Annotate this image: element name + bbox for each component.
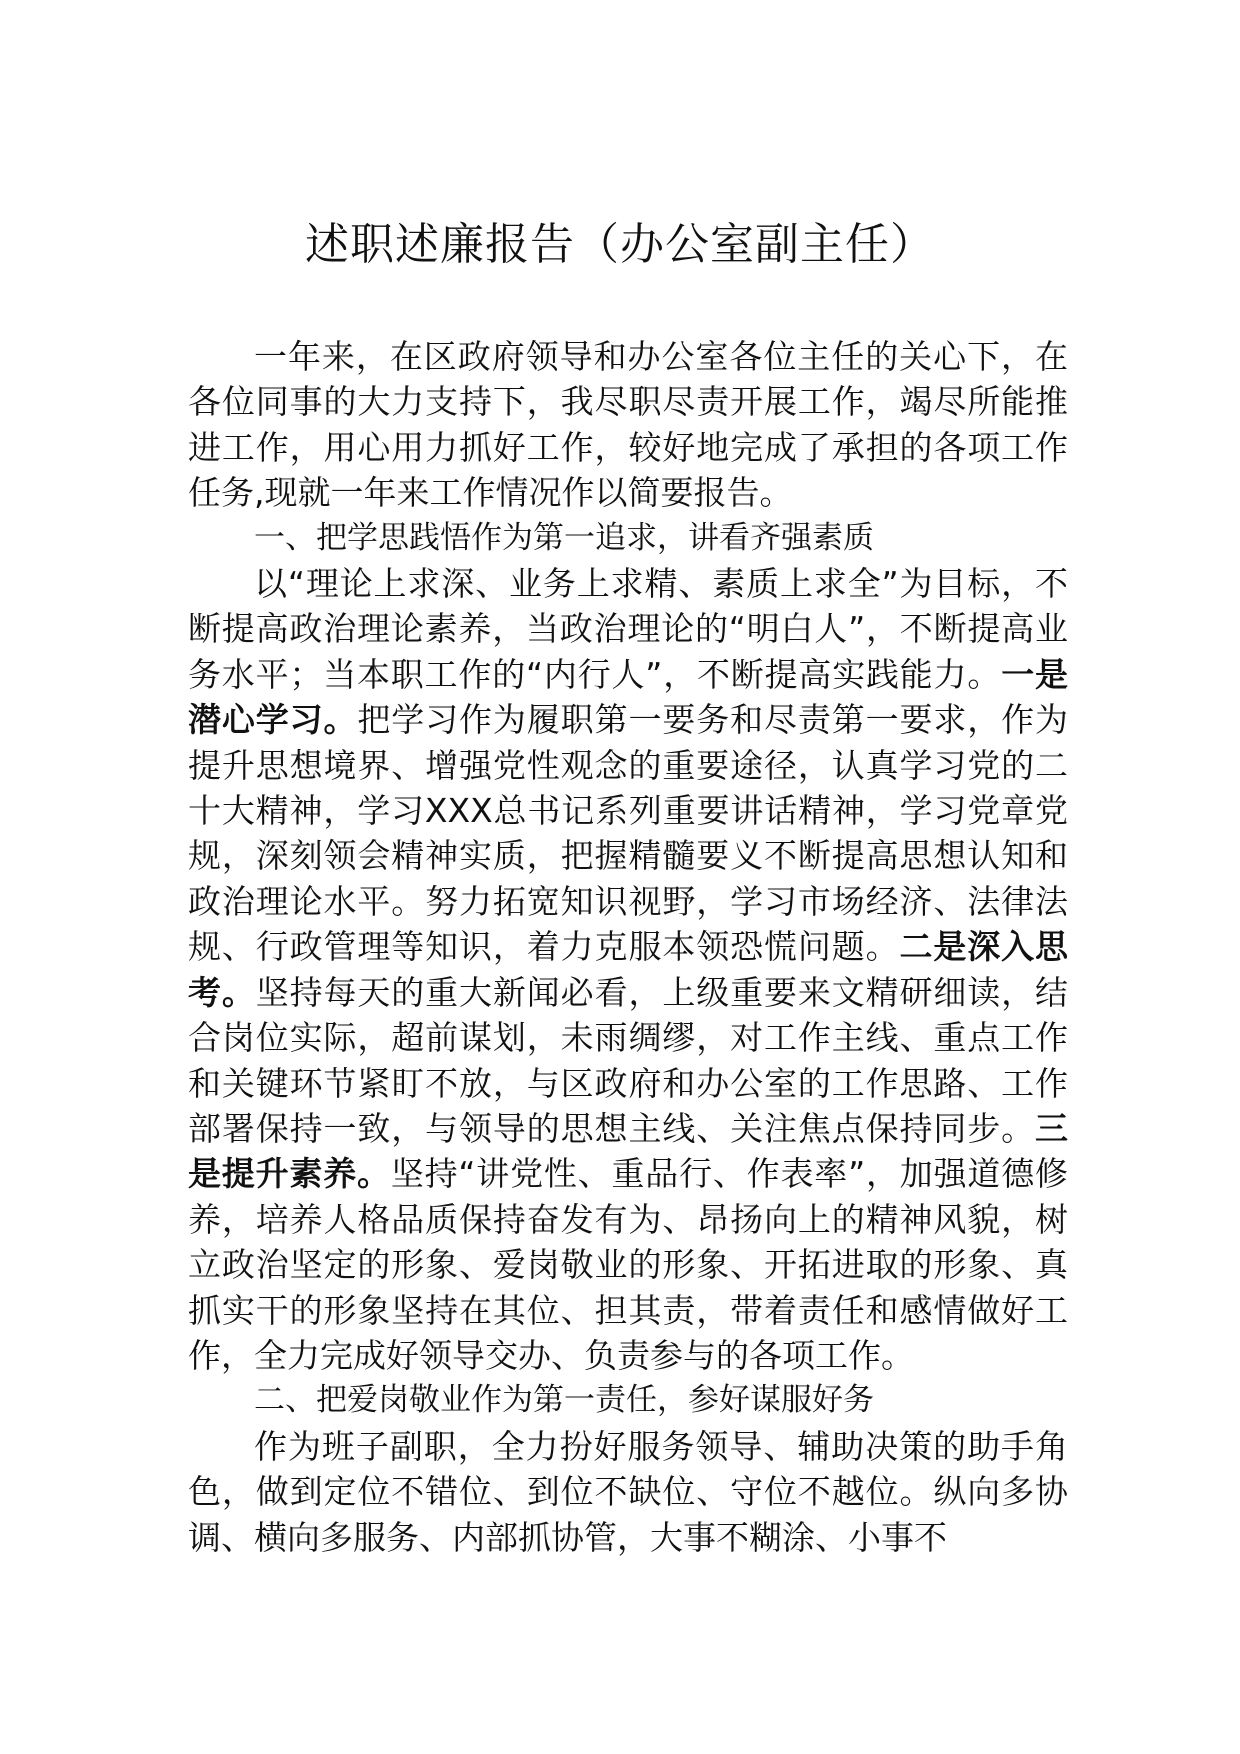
point-1-text: 把学习作为履职第一要务和尽责第一要求，作为提升思想境界、增强党性观念的重要途径，认真学习党的二十大精神，学习XXX总书记系列重要讲话精神，学习党章党规，深刻领会精神实质，把握精髓要义不断提高思想认知和政治理论水平。努力拓宽知识视野，学习市场经济、法律法规、行政管理等知识，着力克服本领恐慌问题。 bbox=[188, 700, 1069, 967]
section-2-paragraph: 作为班子副职，全力扮好服务领导、辅助决策的助手角色，做到定位不错位、到位不缺位、守位不越位。纵向多协调、横向多服务、内部抓协管，大事不糊涂、小事不 bbox=[188, 1426, 1068, 1557]
point-3-text: 坚持“讲党性、重品行、作表率”，加强道德修养，培养人格品质保持奋发有为、昂扬向上的精神风貌，树立政治坚定的形象、爱岗敬业的形象、开拓进取的形象、真抓实干的形象坚持在其位、担其责，带着责任和感情做好工作，全力完成好领导交办、负责参与的各项工作。 bbox=[188, 1154, 1069, 1375]
section-1-heading: 一、把学思践悟作为第一追求，讲看齐强素质 bbox=[254, 519, 874, 556]
point-2-text: 坚持每天的重大新闻必看，上级重要来文精研细读，结合岗位实际，超前谋划，未雨绸缪，对工作主线、重点工作和关键环节紧盯不放，与区政府和办公室的工作思路、工作部署保持一致，与领导的思想主线、关注焦点保持同步。 bbox=[188, 972, 1069, 1148]
point-2-label: 二是深入思考。 bbox=[188, 927, 1069, 1012]
point-1-label: 一是潜心学习。 bbox=[188, 654, 1069, 740]
section-2-heading: 二、把爱岗敬业作为第一责任，参好谋服好务 bbox=[254, 1382, 874, 1419]
document-title: 述职述廉报告（办公室副主任） bbox=[305, 219, 935, 270]
point-3-label: 三是提升素养。 bbox=[188, 1108, 1068, 1194]
intro-paragraph: 一年来，在区政府领导和办公室各位主任的关心下，在各位同事的大力支持下，我尽职尽责开展工作，竭尽所能推进工作，用心用力抓好工作，较好地完成了承担的各项工作任务,现就一年来工作情况作以简要报告。 bbox=[188, 337, 1068, 513]
section-1-intro-text: 以“理论上求深、业务上求精、素质上求全”为目标，不断提高政治理论素养，当政治理论的“明白人”，不断提高业务水平；当本职工作的“内行人”，不断提高实践能力。 bbox=[188, 564, 1068, 694]
section-1-paragraph bbox=[188, 561, 1068, 1378]
document-body bbox=[188, 334, 1068, 1560]
